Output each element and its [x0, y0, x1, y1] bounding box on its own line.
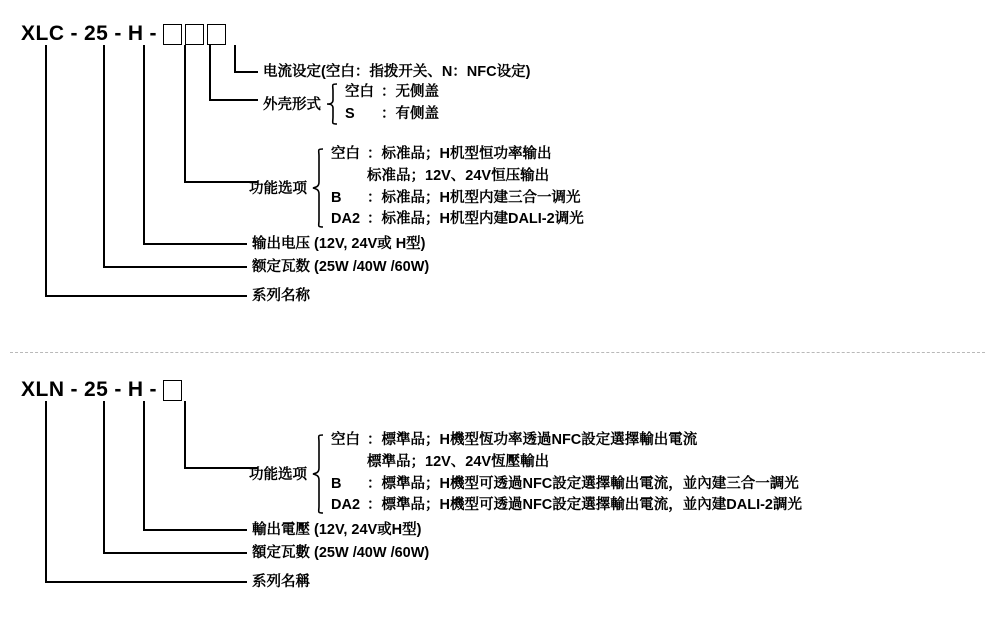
callout-series-name-xlc: 系列名称 [252, 288, 310, 304]
housing-row-0-sep: ： [381, 84, 396, 100]
code-dash-3: - [149, 22, 158, 45]
leader-h-function-xlc [184, 181, 258, 183]
housing-type-rows [345, 82, 439, 126]
model-code-xlc [18, 22, 226, 46]
housing-row-0-text: 无侧盖 [395, 84, 439, 100]
callout-rated-wattage-xlc: 额定瓦数 (25W /40W /60W) [252, 259, 430, 275]
leader-h-function-xln [184, 467, 258, 469]
function-row-3-sep-xln: ： [367, 497, 382, 514]
leader-h-current-xlc [234, 71, 258, 73]
function-row-0-xlc [331, 144, 584, 166]
leader-h-housing-xlc [209, 99, 258, 101]
function-row-3-sep: ： [367, 211, 382, 228]
leader-v-function-xlc [184, 45, 186, 182]
function-row-3-text-xln: 標準品；H機型可透過NFC設定選擇輸出電流，並內建DALI-2調光 [381, 497, 802, 514]
code-dash-1: - [70, 22, 78, 45]
function-row-2-text-xln: 標準品；H機型可透過NFC設定選擇輸出電流，並內建三合一調光 [381, 475, 799, 492]
code-dash-2: - [114, 22, 122, 45]
function-row-0-sep-xln: ： [367, 432, 382, 448]
function-row-3-xln [331, 495, 802, 517]
function-option-rows-xlc [331, 144, 584, 231]
function-option-label-xln: 功能选项 [249, 467, 307, 483]
code-box-function-xlc [163, 24, 182, 45]
function-row-2-sep-xln: ： [367, 475, 382, 492]
function-row-3-key: DA2 [331, 211, 361, 228]
function-row-0-text: 标准品；H机型恒功率输出 [381, 146, 552, 162]
function-row-2-xln [331, 474, 802, 496]
leader-v-function-xln [184, 401, 186, 468]
housing-row-1-text: 有侧盖 [395, 105, 439, 122]
code-wattage-xlc: 25 [84, 22, 109, 45]
leader-h-voltage-xln [143, 529, 247, 531]
function-row-3-xlc [331, 209, 584, 231]
callout-current-setting-xlc: 电流设定(空白：指拨开关、N：NFC设定) [263, 64, 531, 80]
code-voltage-xln: H [127, 378, 144, 401]
housing-row-1-key: S [345, 105, 355, 122]
function-row-0-key-xln: 空白 [331, 432, 360, 448]
function-row-0-key: 空白 [331, 146, 360, 162]
model-code-xln [18, 378, 182, 402]
leader-v-voltage-xlc [143, 45, 145, 244]
callout-output-voltage-xln: 輸出電壓 (12V, 24V或H型) [252, 522, 422, 538]
housing-row-0 [345, 82, 439, 104]
housing-row-1 [345, 104, 439, 126]
callout-series-name-xln: 系列名稱 [252, 574, 310, 590]
callout-rated-wattage-xln: 額定瓦數 (25W /40W /60W) [252, 545, 430, 561]
leader-h-voltage-xlc [143, 243, 247, 245]
leader-h-series-xln [45, 581, 247, 583]
brace-function-xln [311, 434, 325, 514]
leader-v-current-xlc [234, 45, 236, 72]
leader-v-wattage-xln [103, 401, 105, 553]
leader-v-wattage-xlc [103, 45, 105, 267]
function-row-1-text: 标准品；12V、24V恒压输出 [367, 167, 550, 184]
leader-h-wattage-xln [103, 552, 247, 554]
leader-h-series-xlc [45, 295, 247, 297]
code-dash-4: - [70, 378, 78, 401]
function-row-0-xln [331, 430, 802, 452]
callout-function-option-xlc [249, 144, 584, 231]
code-box-housing-xlc [185, 24, 204, 45]
function-option-label-xlc: 功能选项 [249, 181, 307, 197]
code-dash-6: - [149, 378, 158, 401]
section-divider [10, 352, 985, 353]
housing-type-label: 外壳形式 [263, 97, 321, 114]
function-option-rows-xln [331, 430, 802, 517]
code-series-xlc: XLC [21, 22, 65, 45]
code-voltage-xlc: H [127, 22, 144, 45]
function-row-2-xlc [331, 188, 584, 210]
leader-v-series-xln [45, 401, 47, 582]
function-row-0-text-xln: 標準品；H機型恆功率透過NFC設定選擇輸出電流 [381, 432, 698, 448]
function-row-2-text: 标准品；H机型内建三合一调光 [381, 189, 581, 206]
function-row-3-text: 标准品；H机型内建DALI-2调光 [381, 211, 584, 228]
code-box-function-xln [163, 380, 182, 401]
function-row-1-xln [331, 452, 802, 474]
leader-v-voltage-xln [143, 401, 145, 530]
brace-housing [325, 83, 339, 125]
function-row-1-xlc [331, 166, 584, 188]
leader-v-housing-xlc [209, 45, 211, 100]
function-row-2-sep: ： [367, 189, 382, 206]
code-wattage-xln: 25 [84, 378, 109, 401]
leader-v-series-xlc [45, 45, 47, 296]
housing-row-1-sep: ： [381, 105, 396, 122]
function-row-3-key-xln: DA2 [331, 497, 361, 514]
code-box-current-xlc [207, 24, 226, 45]
function-row-0-sep: ： [367, 146, 382, 162]
leader-h-wattage-xlc [103, 266, 247, 268]
code-series-xln: XLN [21, 378, 65, 401]
brace-function-xlc [311, 148, 325, 228]
function-row-1-text-xln: 標準品；12V、24V恆壓輸出 [367, 453, 550, 470]
function-row-2-key: B [331, 189, 342, 206]
code-dash-5: - [114, 378, 122, 401]
function-row-2-key-xln: B [331, 475, 342, 492]
callout-function-option-xln [249, 430, 802, 517]
callout-housing-type-xlc [263, 82, 439, 126]
callout-output-voltage-xlc: 输出电压 (12V, 24V或 H型) [252, 236, 426, 252]
housing-row-0-key: 空白 [345, 84, 374, 100]
